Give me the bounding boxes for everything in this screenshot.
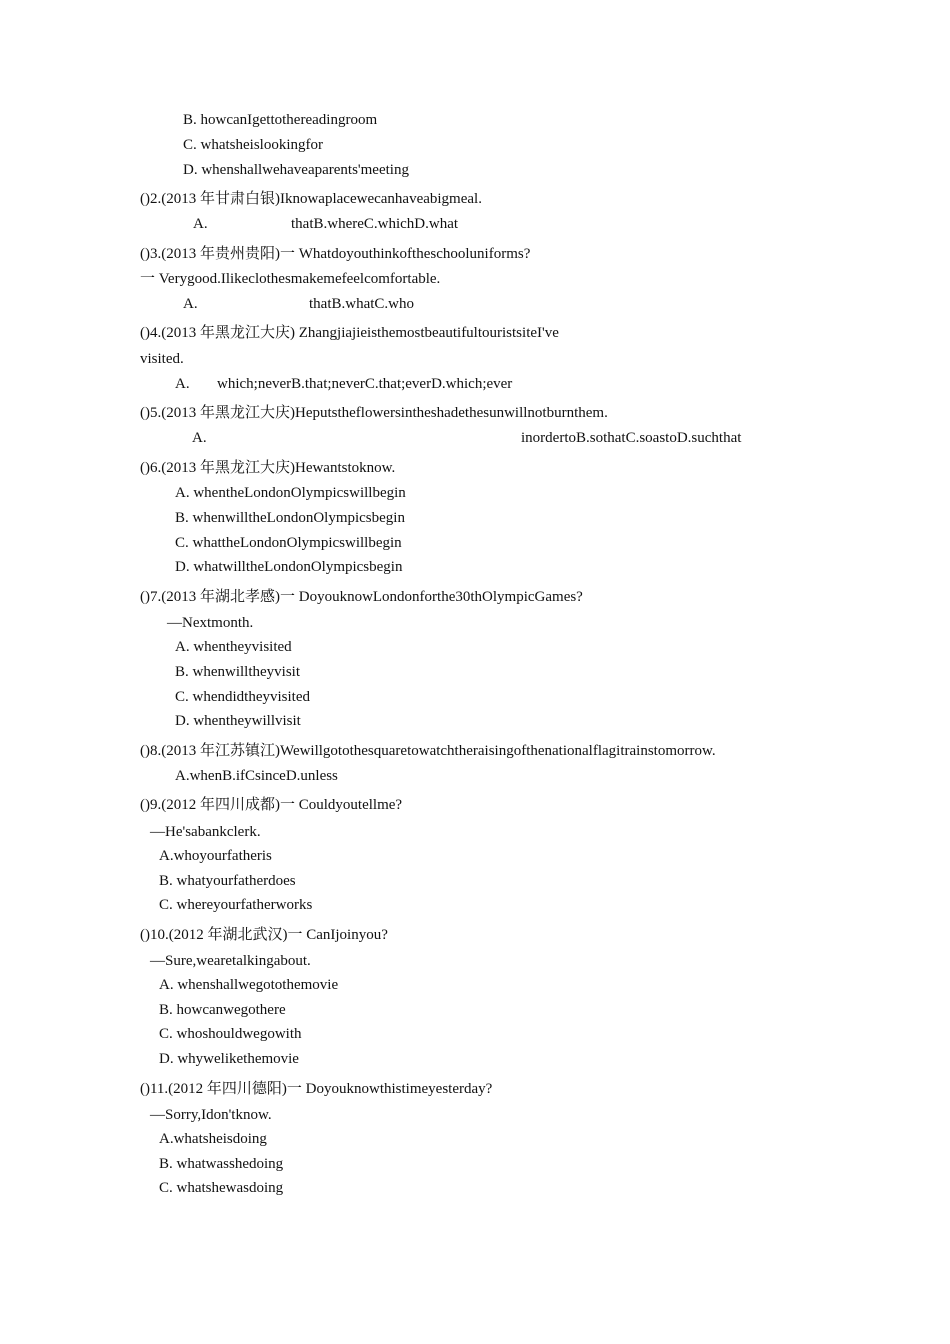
option-line: C. whendidtheyvisited [175,689,310,705]
option-line: C. whattheLondonOlympicswillbegin [175,535,402,551]
option-line: A. whentheyvisited [175,639,292,655]
option-line: B. howcanIgettothereadingroom [183,112,378,128]
option-line: D. whywelikethemovie [159,1051,299,1067]
option-line: A. whenshallwegotothemovie [159,977,339,993]
option-line: A. whentheLondonOlympicswillbegin [175,485,406,501]
option-line: B. howcanwegothere [159,1002,286,1018]
option-line: C. whereyourfatherworks [159,897,313,913]
option-line: D. whatwilltheLondonOlympicsbegin [175,559,403,575]
answer-line: —Sorry,Idon'tknow. [150,1107,272,1123]
option-line: B. whenwilltheLondonOlympicsbegin [175,510,405,526]
question-line: ()9.(2012 年四川成都)一 Couldyoutellme? [140,797,403,813]
answer-line: —Nextmonth. [167,615,254,631]
option-line: C. whatsheislookingfor [183,137,323,153]
question-line: ()10.(2012 年湖北武汉)一 CanIjoinyou? [140,927,388,943]
option-line: D. whentheywillvisit [175,713,301,729]
option-label: A. [192,430,207,446]
option-line: thatB.whereC.whichD.what [291,216,459,232]
question-line: ()5.(2013 年黑龙江大庆)Heputstheflowersintheshadethesunwillnotburnthem. [140,405,608,421]
question-line: ()8.(2013 年江苏镇江)Wewillgotothesquaretowatchtheraisingofthenationalflagitrainstomorrow. [140,743,716,759]
option-line: B. whatyourfatherdoes [159,873,296,889]
question-line: ()4.(2013 年黑龙江大庆) ZhangjiajieisthemostbeautifultouristsiteI've [140,325,559,341]
option-line: A.whoyourfatheris [159,848,272,864]
answer-line: —He'sabankclerk. [150,824,261,840]
option-line: thatB.whatC.who [309,296,414,312]
option-line: B. whatwasshedoing [159,1156,284,1172]
question-line: ()7.(2013 年湖北孝感)一 DoyouknowLondonforthe30thOlympicGames? [140,589,583,605]
option-line: A.whatsheisdoing [159,1131,267,1147]
question-line: ()11.(2012 年四川德阳)一 Doyouknowthistimeyesterday? [140,1081,493,1097]
option-line: C. whoshouldwegowith [159,1026,302,1042]
option-line: which;neverB.that;neverC.that;everD.which;ever [217,376,513,392]
option-line: inordertoB.sothatC.soastoD.suchthat [521,430,742,446]
option-line: D. whenshallwehaveaparents'meeting [183,162,409,178]
answer-line: 一 Verygood.Ilikeclothesmakemefeelcomfortable. [140,271,441,287]
option-line: C. whatshewasdoing [159,1180,284,1196]
option-label: A. [193,216,208,232]
option-line: A.whenB.ifCsinceD.unless [175,768,338,784]
answer-line: —Sure,wearetalkingabout. [150,953,311,969]
option-line: B. whenwilltheyvisit [175,664,300,680]
option-label: A. [175,376,190,392]
option-label: A. [183,296,198,312]
question-line: ()6.(2013 年黑龙江大庆)Hewantstoknow. [140,460,396,476]
question-line: ()3.(2013 年贵州贵阳)一 Whatdoyouthinkoftheschooluniforms? [140,246,531,262]
question-line: ()2.(2013 年甘肃白银)Iknowaplacewecanhaveabigmeal. [140,191,482,207]
question-line-cont: visited. [140,351,184,367]
